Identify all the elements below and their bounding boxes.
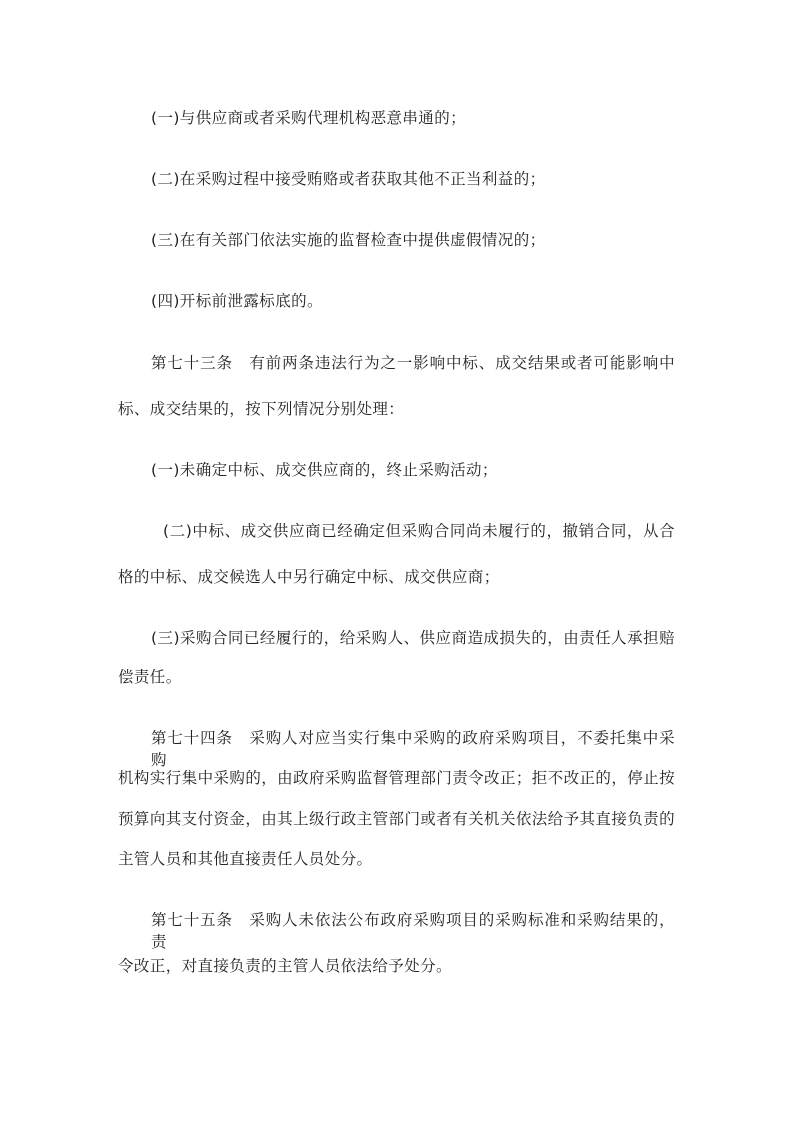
text-line-9: 格的中标、成交候选人中另行确定中标、成交供应商； [118, 568, 500, 586]
text-line-8: (二)中标、成交供应商已经确定但采购合同尚未履行的，撤销合同，从合 [163, 522, 675, 540]
text-line-14: 预算向其支付资金，由其上级行政主管部门或者有关机关依法给予其直接负责的 [118, 810, 675, 828]
text-line-11: 偿责任。 [118, 668, 182, 686]
text-line-12: 第七十四条 采购人对应当实行集中采购的政府采购项目，不委托集中采购 [151, 729, 675, 769]
text-line-17: 令改正，对直接负责的主管人员依法给予处分。 [118, 957, 452, 975]
text-line-2: (二)在采购过程中接受贿赂或者获取其他不正当利益的； [151, 170, 546, 188]
text-line-6: 标、成交结果的，按下列情况分别处理： [118, 400, 405, 418]
text-line-4: (四)开标前泄露标底的。 [151, 292, 323, 310]
text-line-10: (三)采购合同已经履行的，给采购人、供应商造成损失的，由责任人承担赔 [151, 629, 675, 647]
text-line-16: 第七十五条 采购人未依法公布政府采购项目的采购标准和采购结果的，责 [151, 911, 675, 951]
text-line-5: 第七十三条 有前两条违法行为之一影响中标、成交结果或者可能影响中 [151, 354, 675, 372]
text-line-1: (一)与供应商或者采购代理机构恶意串通的； [151, 109, 466, 127]
text-line-13: 机构实行集中采购的，由政府采购监督管理部门责令改正；拒不改正的，停止按 [118, 769, 675, 787]
text-line-15: 主管人员和其他直接责任人员处分。 [118, 850, 373, 868]
text-line-7: (一)未确定中标、成交供应商的，终止采购活动； [151, 461, 498, 479]
text-line-3: (三)在有关部门依法实施的监督检查中提供虚假情况的； [151, 231, 546, 249]
